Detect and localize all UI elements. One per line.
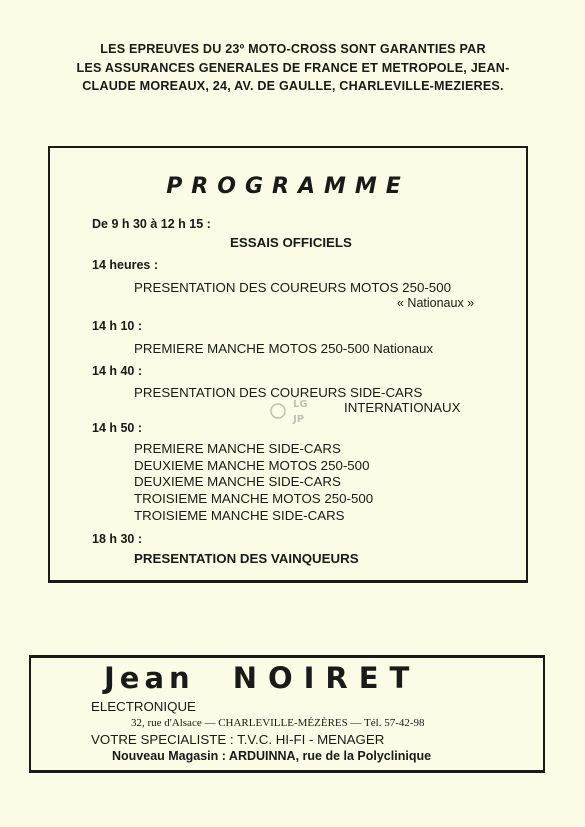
ad-address: 32, rue d'Alsace — CHARLEVILLE-MÉZÈRES — Tél. 57-42-98 [131, 717, 425, 729]
insurance-line-3: CLAUDE MOREAUX, 24, AV. DE GAULLE, CHARLEVILLE-MEZIERES. [82, 79, 504, 93]
slot-6-item-1: PRESENTATION DES VAINQUEURS [134, 551, 359, 566]
slot-4-time: 14 h 40 : [92, 364, 143, 378]
slot-6-time: 18 h 30 : [92, 532, 143, 546]
advertiser-first-name: Jean [104, 661, 195, 695]
insurance-line-1: LES EPREUVES DU 23º MOTO-CROSS SONT GARANTIES PAR [100, 42, 486, 56]
collector-stamp-icon [268, 391, 318, 431]
slot-5-item-3: DEUXIEME MANCHE SIDE-CARS [134, 474, 341, 489]
slot-3-time: 14 h 10 : [92, 319, 143, 333]
slot-2-time: 14 heures : [92, 258, 159, 272]
ad-business-type: ELECTRONIQUE [91, 699, 196, 714]
slot-5-item-5: TROISIEME MANCHE SIDE-CARS [134, 508, 345, 523]
advertiser-last-name: NOIRET [232, 661, 421, 695]
ad-new-store: Nouveau Magasin : ARDUINNA, rue de la Polyclinique [112, 749, 432, 763]
slot-3-item-1: PREMIERE MANCHE MOTOS 250-500 Nationaux [134, 341, 434, 356]
slot-5-item-4: TROISIEME MANCHE MOTOS 250-500 [134, 491, 374, 506]
advertiser-name [104, 661, 420, 695]
slot-2-item-2: « Nationaux » [397, 296, 475, 310]
slot-4-item-2: INTERNATIONAUX [344, 400, 461, 415]
slot-5-time: 14 h 50 : [92, 421, 143, 435]
slot-2-item-1: PRESENTATION DES COUREURS MOTOS 250-500 [134, 280, 451, 295]
insurance-notice [52, 40, 534, 96]
programme-title: PROGRAMME [166, 174, 410, 199]
slot-5-item-1: PREMIERE MANCHE SIDE-CARS [134, 441, 341, 456]
slot-1-time: De 9 h 30 à 12 h 15 : [92, 217, 211, 231]
advertisement-box [29, 655, 545, 773]
stamp-text-1: LG [293, 399, 308, 410]
programme-box [48, 146, 528, 583]
stamp-text-2: JP [293, 414, 305, 425]
insurance-line-2: LES ASSURANCES GENERALES DE FRANCE ET METROPOLE, JEAN- [76, 60, 510, 75]
slot-5-item-2: DEUXIEME MANCHE MOTOS 250-500 [134, 458, 370, 473]
slot-1-item-1: ESSAIS OFFICIELS [230, 235, 352, 250]
slot-4-item-1: PRESENTATION DES COUREURS SIDE-CARS [134, 385, 423, 400]
ad-specialty: VOTRE SPECIALISTE : T.V.C. HI-FI - MENAGER [91, 732, 385, 747]
